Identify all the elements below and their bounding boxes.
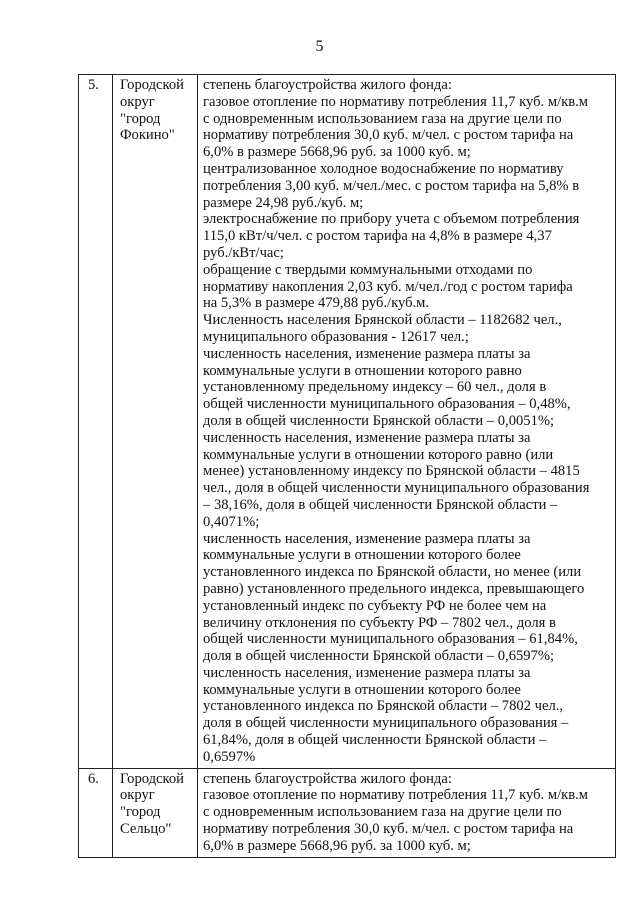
description-line: с одновременным использованием газа на другие цели по (203, 110, 562, 127)
description-line: коммунальные услуги в отношении которого равно (203, 362, 522, 379)
description-line: доля в общей численности Брянской области – 0,0051%; (203, 412, 555, 429)
description-line: коммунальные услуги в отношении которого равно (или (203, 446, 554, 463)
table-row (79, 75, 616, 769)
municipality-name-line: Фокино" (120, 127, 175, 144)
row-number: 5. (79, 75, 113, 769)
description-line: нормативу накопления 2,03 куб. м/чел./год с ростом тарифа (203, 278, 573, 295)
description-line: численность населения, изменение размера платы за (203, 530, 531, 547)
description-line: электроснабжение по прибору учета с объемом потребления (203, 211, 580, 228)
description-line: степень благоустройства жилого фонда: (203, 770, 452, 787)
municipality-name (113, 768, 198, 857)
description-line: 0,6597% (203, 748, 256, 765)
description-line: численность населения, изменение размера платы за (203, 664, 531, 681)
description-line: коммунальные услуги в отношении которого более (203, 547, 521, 564)
row-number: 6. (79, 768, 113, 857)
municipality-name-line: Городской (120, 77, 184, 93)
description-line: размере 24,98 руб./куб. м; (203, 194, 364, 211)
description-line: установленного индекса по Брянской области – 7802 чел., (203, 698, 564, 715)
description-line: численность населения, изменение размера платы за (203, 345, 531, 362)
description-line: обращение с твердыми коммунальными отходами по (203, 261, 533, 278)
page-number: 5 (315, 38, 324, 55)
municipality-table (78, 74, 616, 858)
description-line: установленный индекс по субъекту РФ не более чем на (203, 597, 547, 614)
municipality-name-line: "город (120, 804, 161, 821)
description-line: руб./кВт/час; (203, 244, 284, 261)
municipality-name-line: округ (120, 787, 155, 804)
description-line: установленному предельному индексу – 60 чел., доля в (203, 379, 547, 396)
description-line: газовое отопление по нормативу потребления 11,7 куб. м/кв.м (203, 93, 588, 110)
description-line: – 38,16%, доля в общей численности Брянской области – (203, 496, 558, 513)
municipality-name (113, 75, 198, 769)
description-line: менее) установленному индексу по Брянской области – 4815 (203, 463, 580, 480)
description-line: доля в общей численности муниципального образования – (203, 715, 569, 732)
description-line: величину отклонения по субъекту РФ – 7802 чел., доля в (203, 614, 556, 631)
description-line: 0,4071%; (203, 513, 260, 530)
table-row (79, 768, 616, 857)
description-line: численность населения, изменение размера платы за (203, 429, 531, 446)
description-cell (198, 768, 616, 857)
description-line: 6,0% в размере 5668,96 руб. за 1000 куб. м; (203, 144, 471, 161)
description-line: степень благоустройства жилого фонда: (203, 77, 452, 93)
description-line: централизованное холодное водоснабжение по нормативу (203, 160, 564, 177)
description-line: нормативу потребления 30,0 куб. м/чел. с ростом тарифа на (203, 821, 574, 838)
description-line: общей численности муниципального образования – 0,48%, (203, 396, 571, 413)
table-body (79, 75, 616, 858)
description-line: установленного индекса по Брянской области, но менее (или (203, 564, 582, 581)
description-line: 61,84%, доля в общей численности Брянской области – (203, 732, 547, 749)
municipality-name-line: Сельцо" (120, 821, 172, 838)
description-line: равно) установленного предельного индекса, превышающего (203, 580, 585, 597)
description-line: с одновременным использованием газа на другие цели по (203, 804, 562, 821)
description-line: чел., доля в общей численности муниципального образования (203, 480, 590, 497)
description-line: потребления 3,00 куб. м/чел./мес. с ростом тарифа на 5,8% в (203, 177, 580, 194)
description-line: на 5,3% в размере 479,88 руб./куб.м. (203, 295, 430, 312)
description-line: доля в общей численности Брянской области – 0,6597%; (203, 648, 555, 665)
description-line: муниципального образования - 12617 чел.; (203, 328, 469, 345)
description-line: нормативу потребления 30,0 куб. м/чел. с ростом тарифа на (203, 127, 574, 144)
description-line: газовое отопление по нормативу потребления 11,7 куб. м/кв.м (203, 787, 588, 804)
municipality-name-line: округ (120, 93, 155, 110)
description-line: Численность населения Брянской области – 1182682 чел., (203, 312, 562, 329)
description-line: 115,0 кВт/ч/чел. с ростом тарифа на 4,8% в размере 4,37 (203, 228, 552, 245)
municipality-name-line: Городской (120, 770, 184, 787)
description-line: 6,0% в размере 5668,96 руб. за 1000 куб. м; (203, 837, 471, 854)
description-line: общей численности муниципального образования – 61,84%, (203, 631, 578, 648)
description-line: коммунальные услуги в отношении которого более (203, 681, 521, 698)
description-cell (198, 75, 616, 769)
municipality-name-line: "город (120, 110, 161, 127)
